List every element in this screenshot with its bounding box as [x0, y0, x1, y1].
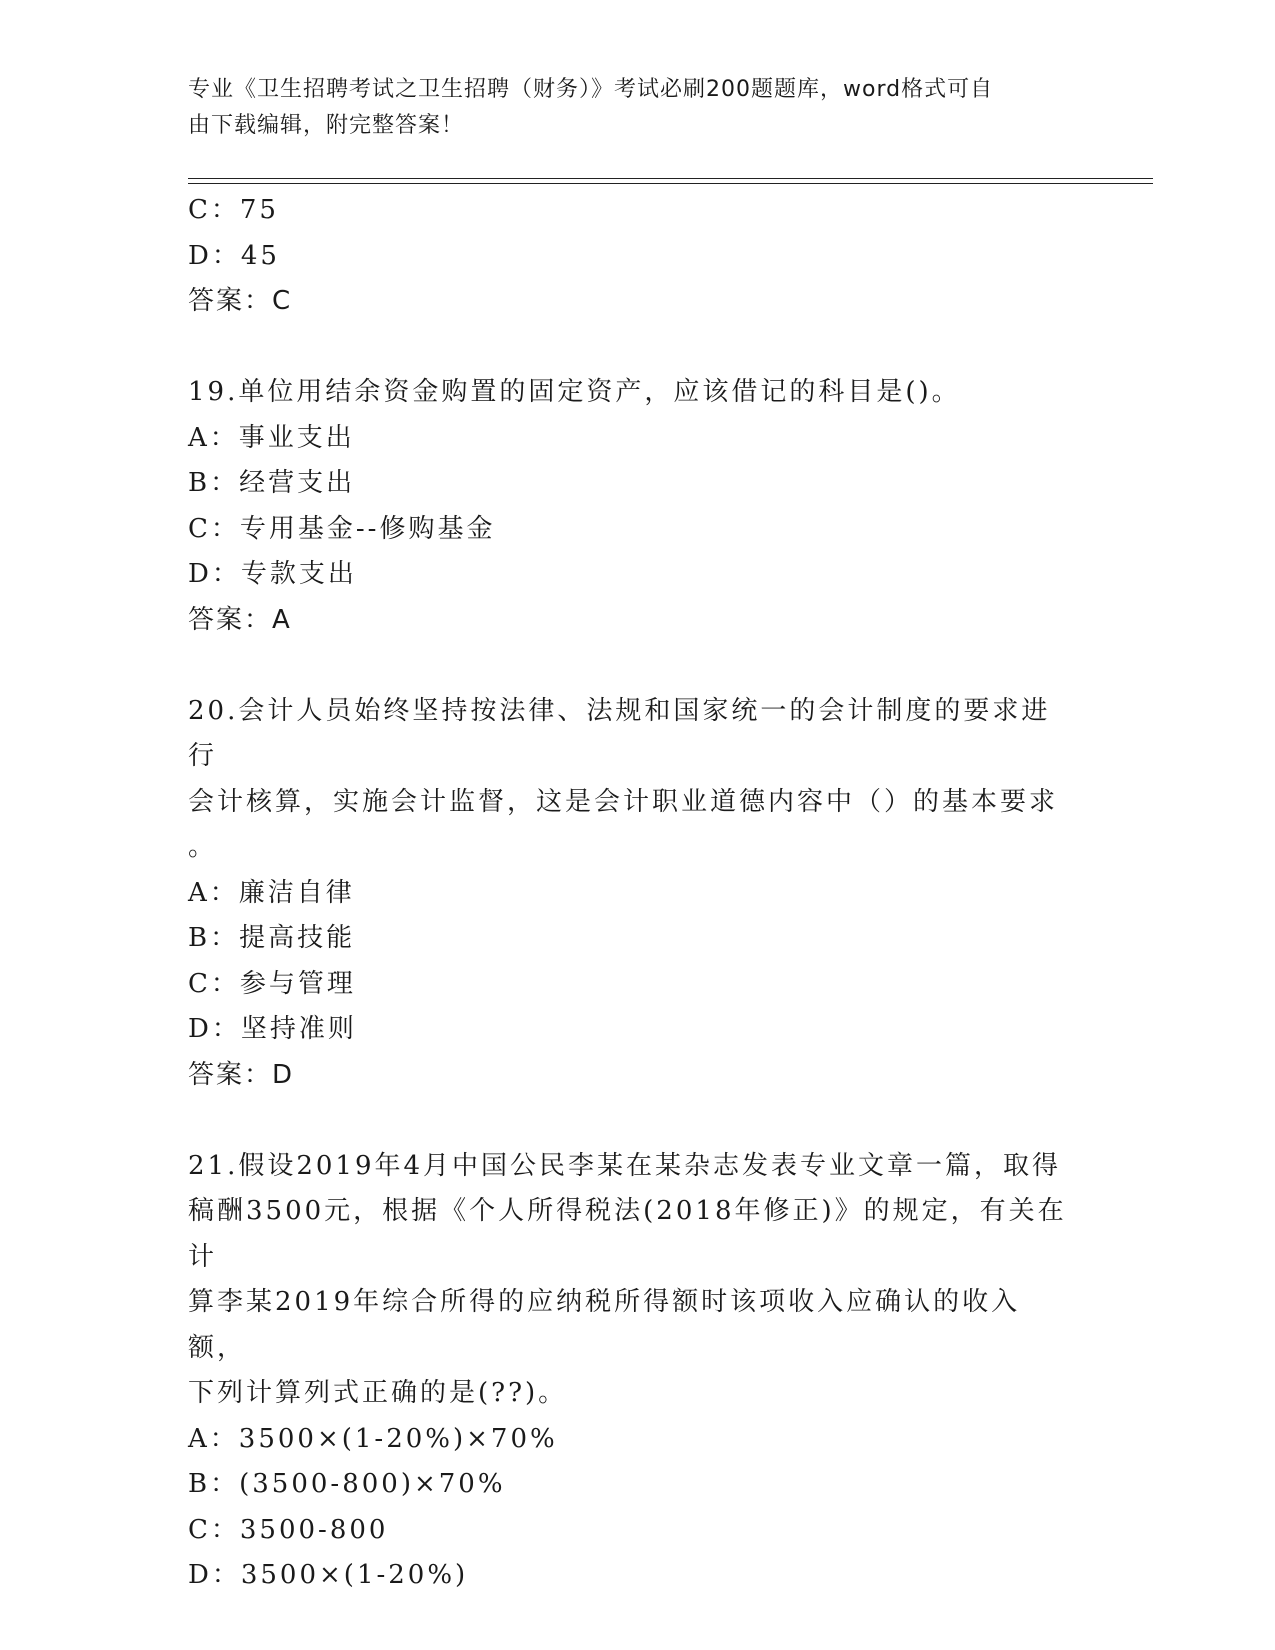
header-divider-bottom: [188, 183, 1153, 184]
question-21: [188, 1144, 1088, 1599]
answer-line: 答案：C: [188, 286, 293, 316]
document-header: [188, 72, 1068, 144]
question-text-line: 稿酬3500元，根据《个人所得税法(2018年修正)》的规定，有关在计: [188, 1196, 1067, 1272]
question-text: [188, 370, 1068, 416]
question-text-line: 20.会计人员始终坚持按法律、法规和国家统一的会计制度的要求进行: [188, 695, 1051, 771]
answer-line: 答案：D: [188, 1059, 295, 1090]
question-text-line: 。: [188, 832, 218, 862]
option-d: D：45: [188, 240, 280, 271]
option-a: A：廉洁自律: [188, 877, 355, 908]
question-19: [188, 370, 1088, 643]
question-text-line: 21.假设2019年4月中国公民李某在某杂志发表专业文章一篇，取得: [188, 1150, 1062, 1181]
question-text-line: 算李某2019年综合所得的应纳税所得额时该项收入应确认的收入额，: [188, 1287, 1021, 1363]
answer-line: 答案：A: [188, 604, 292, 635]
option-b: B：提高技能: [188, 923, 356, 953]
option-d: D：专款支出: [188, 559, 357, 589]
option-c: C：专用基金--修购基金: [188, 513, 496, 544]
option-d: D：坚持准则: [188, 1014, 357, 1044]
option-a: A：3500×(1-20%)×70%: [188, 1423, 558, 1454]
header-divider-top: [188, 178, 1153, 179]
question-text-line: 19.单位用结余资金购置的固定资产，应该借记的科目是()。: [188, 377, 961, 407]
question-20: [188, 689, 1088, 1099]
header-line-1: 专业《卫生招聘考试之卫生招聘（财务）》考试必刷200题题库，word格式可自: [188, 77, 994, 102]
option-b: B：经营支出: [188, 468, 356, 498]
option-c: C：3500-800: [188, 1514, 389, 1545]
question-text-line: 下列计算列式正确的是(??)。: [188, 1378, 568, 1408]
question-list: [188, 188, 1088, 1599]
header-line-2: 由下载编辑，附完整答案！: [188, 113, 465, 138]
question-text: [188, 1144, 1068, 1417]
prev-question: [188, 188, 1088, 325]
option-d: D：3500×(1-20%): [188, 1560, 469, 1590]
question-text: [188, 689, 1068, 871]
option-c: C：参与管理: [188, 968, 356, 999]
question-text-line: 会计核算，实施会计监督，这是会计职业道德内容中（）的基本要求: [188, 786, 1059, 817]
option-a: A：事业支出: [188, 422, 355, 453]
option-c: C：75: [188, 195, 279, 225]
option-b: B：(3500-800)×70%: [188, 1469, 506, 1499]
